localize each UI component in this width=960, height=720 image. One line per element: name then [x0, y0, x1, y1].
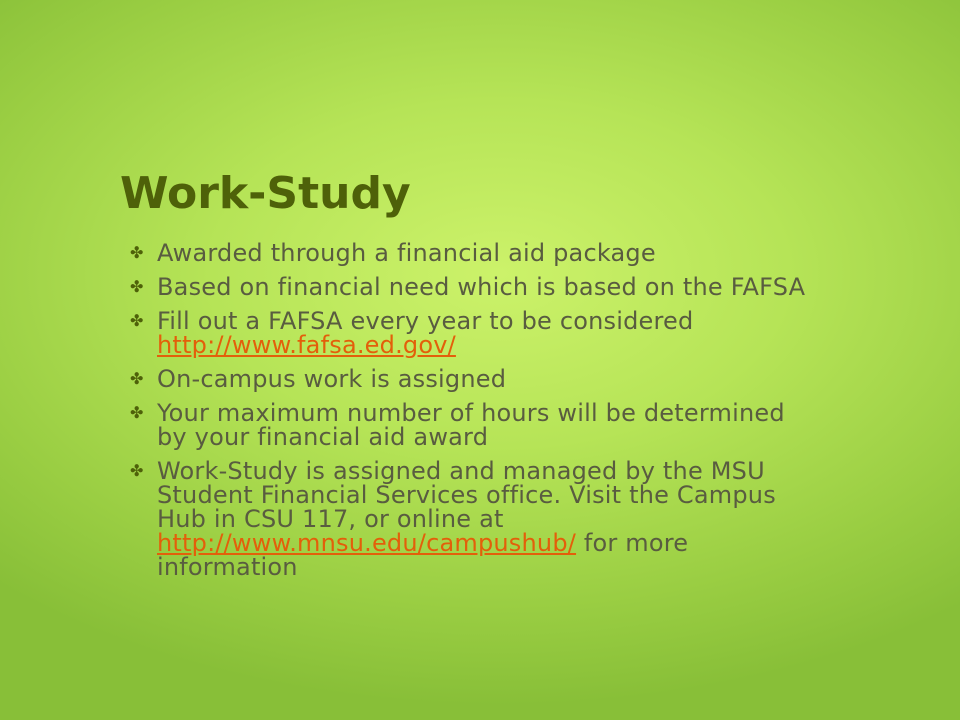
- clover-icon: ✤: [130, 403, 144, 422]
- fafsa-link[interactable]: http://www.fafsa.ed.gov/: [157, 331, 456, 359]
- clover-icon: ✤: [130, 277, 144, 296]
- bullet-text: Based on financial need which is based on the FAFSA: [157, 273, 806, 301]
- bullet-item: [130, 459, 810, 579]
- bullet-item: [130, 401, 810, 449]
- bullet-list: [130, 241, 810, 589]
- bullet-text: Fill out a FAFSA every year to be considered: [157, 307, 694, 335]
- bullet-item: [130, 275, 810, 299]
- bullet-text: Awarded through a financial aid package: [157, 239, 656, 267]
- bullet-item: [130, 241, 810, 265]
- clover-icon: ✤: [130, 243, 144, 262]
- clover-icon: ✤: [130, 369, 144, 388]
- bullet-item: [130, 309, 810, 357]
- bullet-text: On-campus work is assigned: [157, 365, 507, 393]
- slide-title: Work-Study: [120, 168, 411, 219]
- bullet-text: Your maximum number of hours will be determined by your financial aid award: [157, 399, 785, 451]
- clover-icon: ✤: [130, 461, 144, 480]
- bullet-item: [130, 367, 810, 391]
- bullet-text-after-link: for more information: [157, 529, 689, 581]
- campushub-link[interactable]: http://www.mnsu.edu/campushub/: [157, 529, 577, 557]
- clover-icon: ✤: [130, 311, 144, 330]
- bullet-text: Work-Study is assigned and managed by the MSU Student Financial Services office. Visit the Campus Hub in CSU 117, or online at: [157, 457, 776, 533]
